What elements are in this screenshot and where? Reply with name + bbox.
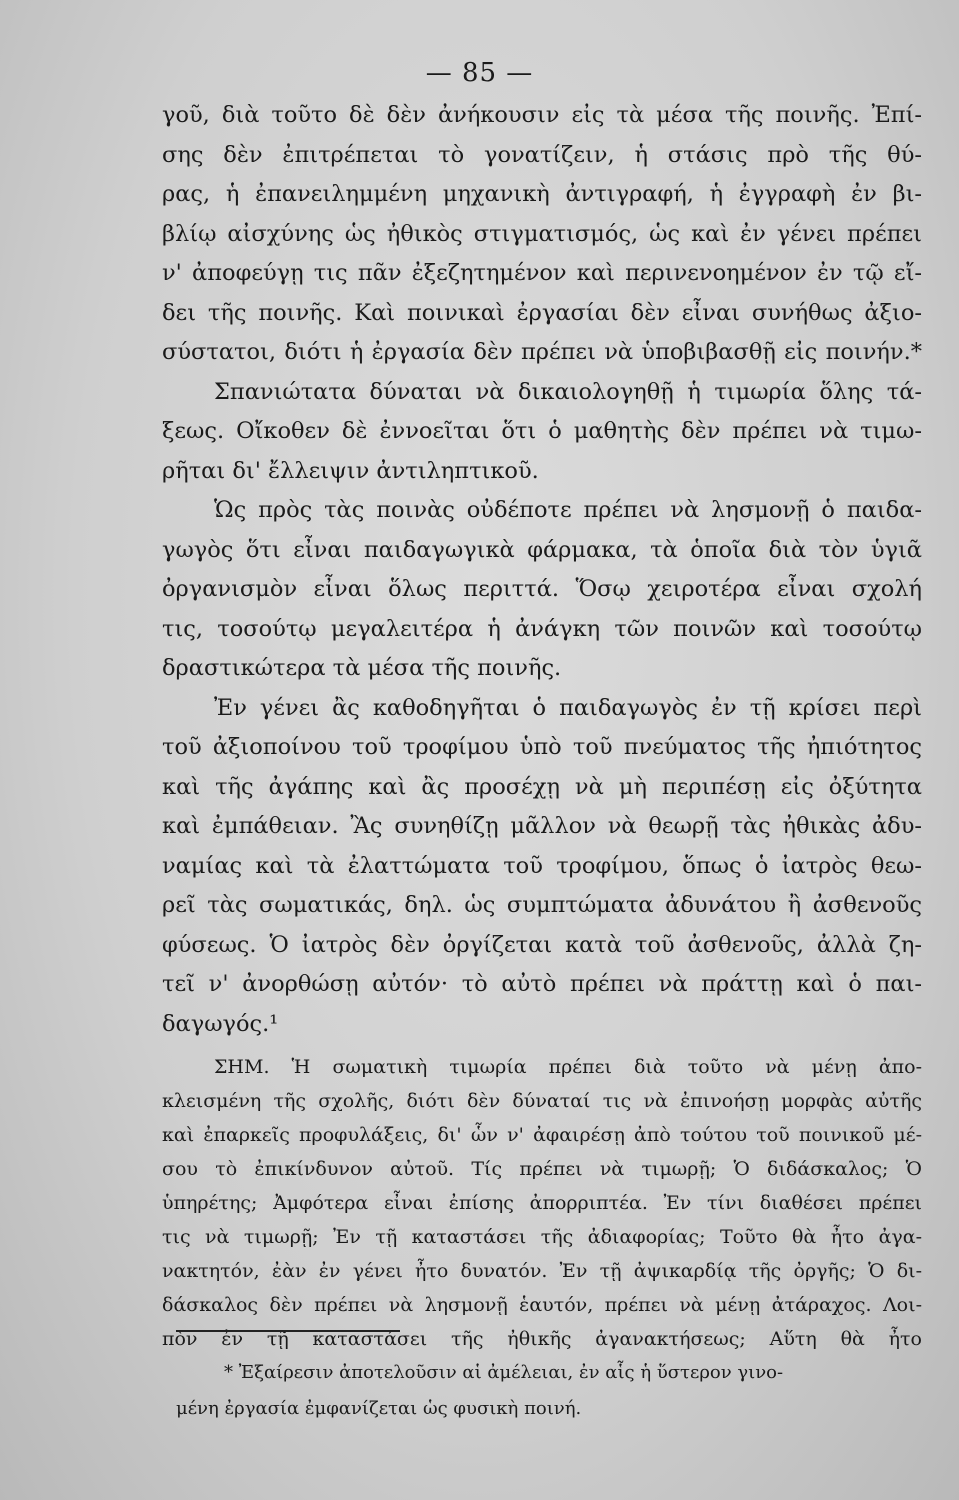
text-line: ὀργανισμὸν εἶναι ὅλως περιττά. Ὅσῳ χειροτέρα εἶναι σχολή bbox=[162, 576, 922, 602]
text-line: φύσεως. Ὁ ἰατρὸς δὲν ὀργίζεται κατὰ τοῦ ἀσθενοῦς, ἀλλὰ ζη- bbox=[162, 931, 922, 958]
footnote-divider bbox=[176, 1330, 400, 1332]
note-line: δάσκαλος δὲν πρέπει νὰ λησμονῇ ἑαυτόν, πρέπει νὰ μένῃ ἀτάραχος. Λοι- bbox=[162, 1294, 922, 1316]
text-line: τεῖ ν' ἀνορθώσῃ αὐτόν· τὸ αὐτὸ πρέπει νὰ πράττῃ καὶ ὁ παι- bbox=[162, 971, 922, 997]
text-line: καὶ τῆς ἀγάπης καὶ ἂς προσέχῃ νὰ μὴ περιπέσῃ εἰς ὀξύτητα bbox=[162, 773, 922, 800]
text-line: βλίῳ αἰσχύνης ὡς ἠθικὸς στιγματισμός, ὡς καὶ ἐν γένει πρέπει bbox=[162, 220, 922, 247]
page-number: — 85 — bbox=[425, 58, 534, 88]
text-line: ν' ἀποφεύγῃ τις πᾶν ἐξεζητημένον καὶ περινενοημένον ἐν τῷ εἴ- bbox=[162, 260, 922, 286]
note-line: πὸν ἐν τῇ καταστάσει τῆς ἠθικῆς ἀγανακτήσεως; Αὕτη θὰ ἦτο bbox=[162, 1328, 922, 1350]
text-line: γοῦ, διὰ τοῦτο δὲ δὲν ἀνήκουσιν εἰς τὰ μέσα τῆς ποινῆς. Ἐπί- bbox=[162, 102, 922, 128]
footnote bbox=[176, 1355, 920, 1427]
note-line: ΣΗΜ. Ἡ σωματικὴ τιμωρία πρέπει διὰ τοῦτο νὰ μένῃ ἀπο- bbox=[214, 1056, 922, 1078]
note-line: ὑπηρέτης; Ἀμφότερα εἶναι ἐπίσης ἀπορριπτέα. Ἐν τίνι διαθέσει πρέπει bbox=[162, 1192, 922, 1214]
text-line: ναμίας καὶ τὰ ἐλαττώματα τοῦ τροφίμου, ὅπως ὁ ἰατρὸς θεω- bbox=[162, 852, 922, 879]
text-line: τις, τοσούτῳ μεγαλειτέρα ἡ ἀνάγκη τῶν ποινῶν καὶ τοσούτῳ bbox=[162, 615, 922, 642]
note-section bbox=[162, 1050, 922, 1356]
note-line: σου τὸ ἐπικίνδυνον αὐτοῦ. Τίς πρέπει νὰ τιμωρῇ; Ὁ διδάσκαλος; Ὁ bbox=[162, 1158, 922, 1180]
main-text bbox=[162, 96, 922, 1356]
text-line: ρῆται δι' ἔλλειψιν ἀντιληπτικοῦ. bbox=[162, 457, 539, 484]
text-line: Ἐν γένει ἂς καθοδηγῆται ὁ παιδαγωγὸς ἐν τῇ κρίσει περὶ bbox=[214, 694, 922, 721]
footnote-line: * Ἐξαίρεσιν ἀποτελοῦσιν αἱ ἀμέλειαι, ἐν αἷς ἡ ὕστερον γινο- bbox=[224, 1362, 784, 1383]
footnote-line: μένη ἐργασία ἐμφανίζεται ὡς φυσικὴ ποινή. bbox=[176, 1398, 582, 1419]
text-line: τοῦ ἀξιοποίνου τοῦ τροφίμου ὑπὸ τοῦ πνεύματος τῆς ἠπιότητος bbox=[162, 734, 922, 760]
text-line: γωγὸς ὅτι εἶναι παιδαγωγικὰ φάρμακα, τὰ ὁποῖα διὰ τὸν ὑγιᾶ bbox=[162, 536, 922, 563]
note-line: τις νὰ τιμωρῇ; Ἐν τῇ καταστάσει τῆς ἀδιαφορίας; Τοῦτο θὰ ἦτο ἀγα- bbox=[162, 1226, 922, 1248]
note-line: καὶ ἐπαρκεῖς προφυλάξεις, δι' ὧν ν' ἀφαιρέσῃ ἀπὸ τούτου τοῦ ποινικοῦ μέ- bbox=[162, 1124, 922, 1146]
text-line: δραστικώτερα τὰ μέσα τῆς ποινῆς. bbox=[162, 655, 562, 681]
text-line: σύστατοι, διότι ἡ ἐργασία δὲν πρέπει νὰ ὑποβιβασθῇ εἰς ποινήν.* bbox=[162, 339, 922, 365]
text-line: δαγωγός.¹ bbox=[162, 1010, 279, 1037]
note-line: κλεισμένη τῆς σχολῆς, διότι δὲν δύναταί τις νὰ ἐπινοήσῃ μορφὰς αὐτῆς bbox=[162, 1090, 922, 1112]
text-line: Σπανιώτατα δύναται νὰ δικαιολογηθῇ ἡ τιμωρία ὅλης τά- bbox=[214, 378, 922, 405]
text-line: ρεῖ τὰς σωματικάς, δηλ. ὡς συμπτώματα ἀδυνάτου ἢ ἀσθενοῦς bbox=[162, 892, 922, 918]
note-line: νακτητόν, ἐὰν ἐν γένει ἦτο δυνατόν. Ἐν τῇ ἀψικαρδίᾳ τῆς ὀργῆς; Ὁ δι- bbox=[162, 1260, 922, 1282]
text-line: καὶ ἐμπάθειαν. Ἂς συνηθίζῃ μᾶλλον νὰ θεωρῇ τὰς ἠθικὰς ἀδυ- bbox=[162, 813, 922, 839]
text-line: Ὡς πρὸς τὰς ποινὰς οὐδέποτε πρέπει νὰ λησμονῇ ὁ παιδα- bbox=[214, 497, 922, 523]
text-line: σης δὲν ἐπιτρέπεται τὸ γονατίζειν, ἡ στάσις πρὸ τῆς θύ- bbox=[162, 141, 922, 168]
text-line: ξεως. Οἴκοθεν δὲ ἐννοεῖται ὅτι ὁ μαθητὴς δὲν πρέπει νὰ τιμω- bbox=[162, 418, 922, 444]
text-line: δει τῆς ποινῆς. Καὶ ποινικαὶ ἐργασίαι δὲν εἶναι συνήθως ἀξιο- bbox=[162, 299, 922, 326]
text-line: ρας, ἡ ἐπανειλημμένη μηχανικὴ ἀντιγραφή, ἡ ἐγγραφὴ ἐν βι- bbox=[162, 181, 922, 207]
